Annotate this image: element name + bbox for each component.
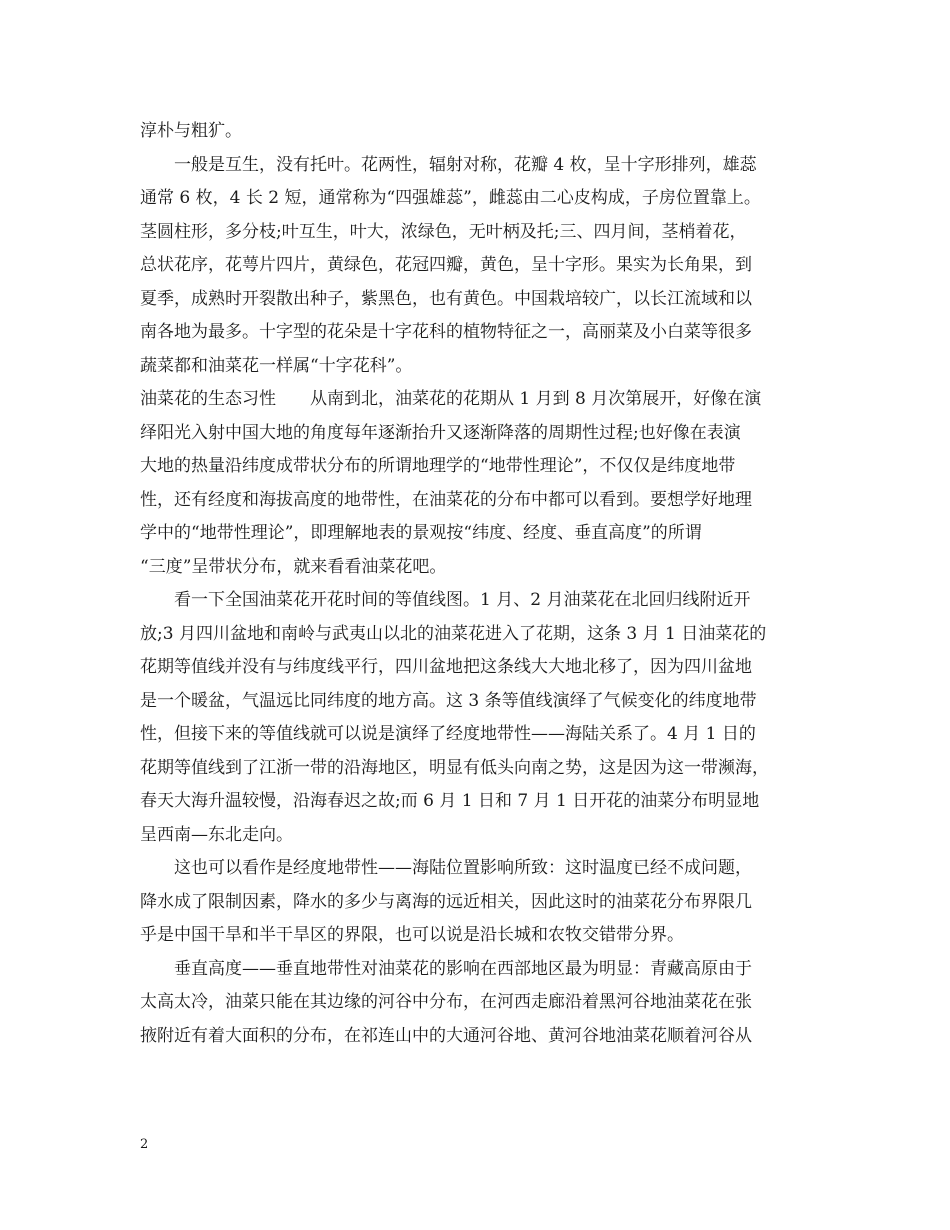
text-line: 绎阳光入射中国大地的角度每年逐渐抬升又逐渐降落的周期性过程;也好像在表演 xyxy=(140,423,741,443)
text-line: 油菜花的生态习性 从南到北，油菜花的花期从 1 月到 8 月次第展开，好像在演 xyxy=(140,389,762,409)
text-line: “三度”呈带状分布，就来看看油菜花吧。 xyxy=(140,557,447,577)
text-line: 学中的“地带性理论”，即理解地表的景观按“纬度、经度、垂直高度”的所谓 xyxy=(140,523,702,543)
page-number: 2 xyxy=(140,1137,149,1152)
text-line: 花期等值线并没有与纬度线平行，四川盆地把这条线大大地北移了，因为四川盆地 xyxy=(140,657,752,677)
text-line: 一般是互生，没有托叶。花两性，辐射对称，花瓣 4 枚，呈十字形排列，雄蕊 xyxy=(174,155,757,175)
text-line: 总状花序，花萼片四片，黄绿色，花冠四瓣，黄色，呈十字形。果实为长角果，到 xyxy=(140,255,752,275)
text-line: 茎圆柱形，多分枝;叶互生，叶大，浓绿色，无叶柄及托;三、四月间，茎梢着花， xyxy=(140,222,747,242)
text-line: 性，但接下来的等值线就可以说是演绎了经度地带性——海陆关系了。4 月 1 日的 xyxy=(140,724,756,744)
text-line: 性，还有经度和海拔高度的地带性，在油菜花的分布中都可以看到。要想学好地理 xyxy=(140,490,752,510)
text-line: 春天大海升温较慢，沿海春迟之故;而 6 月 1 日和 7 月 1 日开花的油菜分布明显地 xyxy=(140,791,760,811)
text-line: 是一个暖盆，气温远比同纬度的地方高。这 3 条等值线演绎了气候变化的纬度地带 xyxy=(140,691,757,711)
text-line: 掖附近有着大面积的分布，在祁连山中的大通河谷地、黄河谷地油菜花顺着河谷从 xyxy=(140,1026,752,1046)
text-line: 南各地为最多。十字型的花朵是十字花科的植物特征之一，高丽菜及小白菜等很多 xyxy=(140,322,752,342)
text-line: 夏季，成熟时开裂散出种子，紫黑色，也有黄色。中国栽培较广，以长江流域和以 xyxy=(140,289,752,309)
text-line: 蔬菜都和油菜花一样属“十字花科”。 xyxy=(140,356,413,376)
text-line: 降水成了限制因素，降水的多少与离海的远近相关，因此这时的油菜花分布界限几 xyxy=(140,892,752,912)
text-line: 淳朴与粗犷。 xyxy=(140,121,242,141)
text-line: 呈西南—东北走向。 xyxy=(140,825,293,845)
text-line: 这也可以看作是经度地带性——海陆位置影响所致：这时温度已经不成问题， xyxy=(174,858,752,878)
text-line: 看一下全国油菜花开花时间的等值线图。1 月、2 月油菜花在北回归线附近开 xyxy=(174,590,751,610)
text-line: 花期等值线到了江浙一带的沿海地区，明显有低头向南之势，这是因为这一带濒海， xyxy=(140,758,769,778)
text-line: 乎是中国干旱和半干旱区的界限，也可以说是沿长城和农牧交错带分界。 xyxy=(140,925,684,945)
text-line: 垂直高度——垂直地带性对油菜花的影响在西部地区最为明显：青藏高原由于 xyxy=(174,959,752,979)
text-line: 大地的热量沿纬度成带状分布的所谓地理学的“地带性理论”，不仅仅是纬度地带 xyxy=(140,456,736,476)
text-line: 放;3 月四川盆地和南岭与武夷山以北的油菜花进入了花期，这条 3 月 1 日油菜花的 xyxy=(140,624,767,644)
text-line: 太高太冷，油菜只能在其边缘的河谷中分布，在河西走廊沿着黑河谷地油菜花在张 xyxy=(140,992,752,1012)
text-line: 通常 6 枚，4 长 2 短，通常称为“四强雄蕊”，雌蕊由二心皮构成，子房位置靠上。 xyxy=(140,188,761,208)
